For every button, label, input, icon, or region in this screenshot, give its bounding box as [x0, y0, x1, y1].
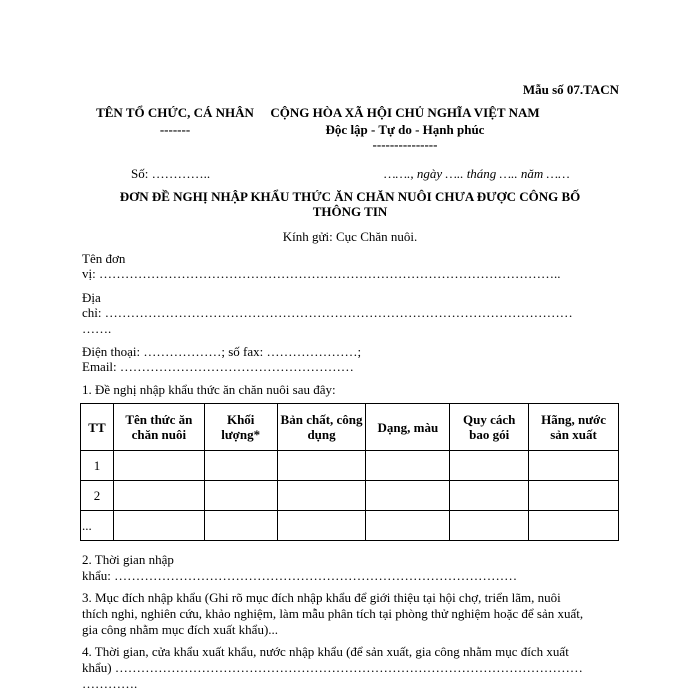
form-code: Mẫu số 07.TACN [522, 82, 619, 97]
table-cell [450, 481, 529, 511]
address-label: Địa [82, 290, 101, 305]
national-motto: Độc lập - Tự do - Hạnh phúc [325, 122, 485, 137]
unit-name-label: Tên đơn [82, 251, 126, 266]
table-cell [113, 481, 204, 511]
table-cell [277, 511, 366, 541]
column-header-form-color: Dạng, màu [366, 404, 450, 451]
row-number: 1 [81, 451, 114, 481]
document-title-line-2: THÔNG TIN [312, 204, 388, 219]
table-cell [366, 511, 450, 541]
row-number: 2 [81, 481, 114, 511]
section-3-line-2: thích nghi, nghiên cứu, khảo nghiệm, làm mẫu phân tích tại phòng thử nghiệm hoặc để sản xuất, [82, 606, 584, 621]
section-3-line-1: 3. Mục đích nhập khẩu (Ghi rõ mục đích nhập khẩu để giới thiệu tại hội chợ, triển lãm, nuôi [82, 590, 561, 605]
table-cell [204, 481, 277, 511]
table-cell [529, 481, 619, 511]
motto-rule: --------------- [372, 137, 438, 152]
column-header-manufacturer: Hãng, nước sản xuất [529, 404, 619, 451]
table-row [81, 481, 619, 511]
table-row [81, 451, 619, 481]
section-4-line-1: 4. Thời gian, cửa khẩu xuất khẩu, nước nhập khẩu (để sản xuất, gia công nhằm mục đích xuất [82, 644, 569, 659]
document-title-line-1: ĐƠN ĐỀ NGHỊ NHẬP KHẨU THỨC ĂN CHĂN NUÔI CHƯA ĐƯỢC CÔNG BỐ [119, 189, 581, 204]
column-header-feed-name: Tên thức ăn chăn nuôi [113, 404, 204, 451]
section-4-line-2: khẩu) ……………………………………………………………………………………………… [82, 660, 583, 675]
table-cell [450, 451, 529, 481]
table-cell [113, 511, 204, 541]
country-name: CỘNG HÒA XÃ HỘI CHỦ NGHĨA VIỆT NAM [270, 105, 540, 120]
import-items-table [80, 403, 619, 541]
organization-name: TÊN TỔ CHỨC, CÁ NHÂN [96, 105, 254, 120]
column-header-nature-use: Bản chất, công dụng [277, 404, 366, 451]
table-cell [277, 481, 366, 511]
table-cell [529, 451, 619, 481]
recipient: Kính gửi: Cục Chăn nuôi. [282, 229, 418, 244]
table-cell [277, 451, 366, 481]
column-header-packaging: Quy cách bao gói [450, 404, 529, 451]
table-cell [113, 451, 204, 481]
section-3-line-3: gia công nhằm mục đích xuất khẩu)... [82, 622, 279, 637]
section-4-line-3: …………. [82, 676, 138, 691]
organization-rule: ------- [159, 122, 191, 137]
column-header-quantity: Khối lượng* [204, 404, 277, 451]
address-field-continued: ……. [82, 321, 112, 336]
table-cell [204, 511, 277, 541]
table-cell [366, 451, 450, 481]
column-header-tt: TT [81, 404, 114, 451]
table-cell [529, 511, 619, 541]
section-2-line-1: 2. Thời gian nhập [82, 552, 174, 567]
table-row [81, 511, 619, 541]
section-2-line-2: khẩu: ………………………………………………………………………………… [82, 568, 518, 583]
email-field: Email: ……………………………………………… [82, 359, 354, 374]
table-cell [204, 451, 277, 481]
row-number: ... [81, 511, 114, 541]
table-cell [366, 481, 450, 511]
document-date: ……., ngày ….. tháng ….. năm …… [384, 166, 570, 181]
unit-name-field: vị: …………………………………………………………………………………………….. [82, 266, 561, 281]
table-cell [450, 511, 529, 541]
document-number: Số: ………….. [131, 166, 211, 181]
section-1-heading: 1. Đề nghị nhập khẩu thức ăn chăn nuôi sau đây: [82, 382, 336, 397]
table-header-row [81, 404, 619, 451]
phone-fax-field: Điện thoại: ………………; số fax: …………………; [82, 344, 362, 359]
address-field: chỉ: ……………………………………………………………………………………………… [82, 305, 573, 320]
